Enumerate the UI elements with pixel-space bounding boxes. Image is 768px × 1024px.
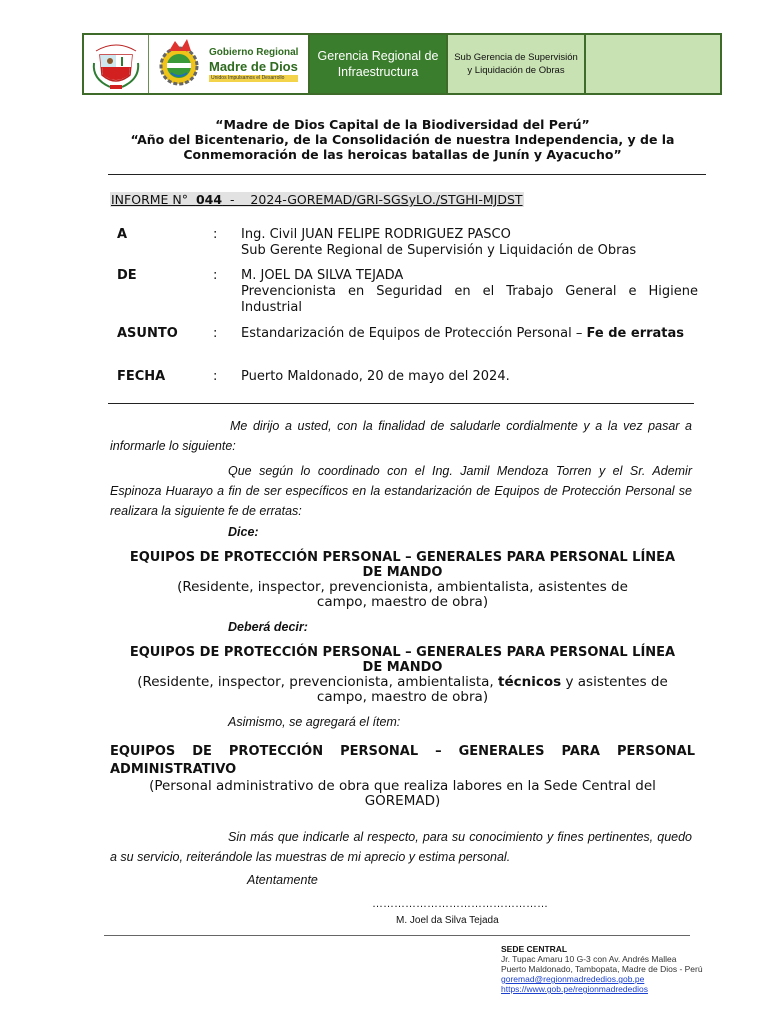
epp-subtitle: (Residente, inspector, prevencionista, ambientalista, asistentes de campo, maestro de obra) — [177, 579, 628, 610]
sender-name: M. JOEL DA SILVA TEJADA — [241, 268, 404, 283]
footer-email-link[interactable]: goremad@regionmadrededios.gob.pe — [501, 974, 645, 984]
gore-slogan: Unidos Impulsamos el Desarrollo — [209, 75, 298, 82]
epp-title: EQUIPOS DE PROTECCIÓN PERSONAL – GENERALES PARA PERSONAL LÍNEA DE MANDO — [129, 645, 676, 675]
meta-label: FECHA — [117, 369, 166, 384]
epp-title: EQUIPOS DE PROTECCIÓN PERSONAL – GENERALES PARA PERSONAL LÍNEA DE MANDO — [129, 550, 676, 580]
recipient-name: Ing. Civil JUAN FELIPE RODRIGUEZ PASCO — [241, 227, 511, 242]
epp-subtitle: (Residente, inspector, prevencionista, ambientalista, técnicos y asistentes de campo, maestro de obra) — [137, 674, 668, 705]
meta-value — [241, 268, 698, 316]
quote-line: “Año del Bicentenario, de la Consolidación de nuestra Independencia, y de la — [130, 132, 675, 147]
footer-title: SEDE CENTRAL — [501, 944, 568, 954]
paragraph-closing: Sin más que indicarle al respecto, para su conocimiento y fines pertinentes, quedo a su servicio, reiterándole las muestras de mi aprecio y estima personal. — [110, 830, 692, 864]
meta-value — [241, 227, 698, 259]
epp-subtitle: (Personal administrativo de obra que realiza labores en la Sede Central del GOREMAD) — [149, 778, 656, 809]
logos-cell — [84, 35, 310, 93]
footer-divider — [104, 935, 690, 936]
paragraph-intro: Me dirijo a usted, con la finalidad de saludarle cordialmente y a la vez pasar a informarle lo siguiente: — [110, 419, 692, 453]
sender-title: Prevencionista en Seguridad en el Trabajo General e Higiene Industrial — [241, 284, 698, 315]
gore-madre-de-dios-logo — [149, 39, 308, 89]
divider — [108, 403, 694, 404]
signature-line: ………………………………………… — [372, 898, 548, 910]
date-value: Puerto Maldonado, 20 de mayo del 2024. — [241, 369, 510, 384]
informe-num: 044 — [195, 192, 223, 207]
epp-item-corrected — [110, 645, 695, 705]
asimismo-label: Asimismo, se agregará el ítem: — [228, 715, 401, 729]
commemorative-quotes — [110, 117, 695, 162]
peru-coat-of-arms-logo — [84, 35, 149, 93]
gore-emblem-icon — [155, 39, 203, 89]
gore-name-line2: Madre de Dios — [209, 59, 298, 74]
subject-text: Estandarización de Equipos de Protección Personal – — [241, 326, 583, 341]
meta-label: A — [117, 227, 128, 242]
gore-name-line1: Gobierno Regional — [209, 47, 299, 58]
footer-web-link[interactable]: https://www.gob.pe/regionmadrededios — [501, 984, 648, 994]
meta-colon: : — [213, 369, 218, 384]
epp-item-original — [110, 550, 695, 610]
dice-label: Dice: — [228, 525, 259, 539]
meta-colon: : — [213, 227, 218, 242]
epp-subtitle-bold: técnicos — [498, 674, 562, 690]
quote-line: Conmemoración de las heroicas batallas de Junín y Ayacucho” — [183, 147, 622, 162]
meta-colon: : — [213, 268, 218, 283]
meta-colon: : — [213, 326, 218, 341]
epp-item-added — [110, 743, 695, 809]
footer-address — [501, 944, 703, 994]
epp-title: EQUIPOS DE PROTECCIÓN PERSONAL – GENERALES PARA PERSONAL ADMINISTRATIVO — [110, 744, 695, 777]
meta-label: ASUNTO — [117, 326, 178, 341]
informe-number — [110, 192, 524, 207]
gerencia-cell: Gerencia Regional de Infraestructura — [310, 35, 448, 93]
blank-cell — [586, 35, 720, 93]
informe-prefix: INFORME N° — [111, 192, 189, 207]
divider — [108, 174, 706, 175]
footer-line: Puerto Maldonado, Tambopata, Madre de Dios - Perú — [501, 964, 703, 974]
paragraph-coordination: Que según lo coordinado con el Ing. Jamil Mendoza Torren y el Sr. Ademir Espinoza Huarayo a fin de ser específicos en la estandarización de Equipos de Protección Personal se realizara la siguiente fe de erratas: — [110, 464, 692, 518]
subject-bold: Fe de erratas — [586, 326, 685, 341]
footer-line: Jr. Tupac Amaru 10 G-3 con Av. Andrés Mallea — [501, 954, 677, 964]
meta-label: DE — [117, 268, 137, 283]
signer-name: M. Joel da Silva Tejada — [396, 915, 499, 926]
debera-decir-label: Deberá decir: — [228, 620, 308, 634]
informe-suffix: - 2024-GOREMAD/GRI-SGSyLO./STGHI-MJDST — [222, 192, 523, 207]
meta-value — [241, 326, 698, 342]
quote-line: “Madre de Dios Capital de la Biodiversidad del Perú” — [215, 117, 590, 132]
atentamente: Atentamente — [247, 873, 318, 887]
letterhead — [82, 33, 722, 95]
recipient-title: Sub Gerente Regional de Supervisión y Liquidación de Obras — [241, 243, 637, 258]
subgerencia-cell: Sub Gerencia de Supervisión y Liquidación de Obras — [448, 35, 586, 93]
